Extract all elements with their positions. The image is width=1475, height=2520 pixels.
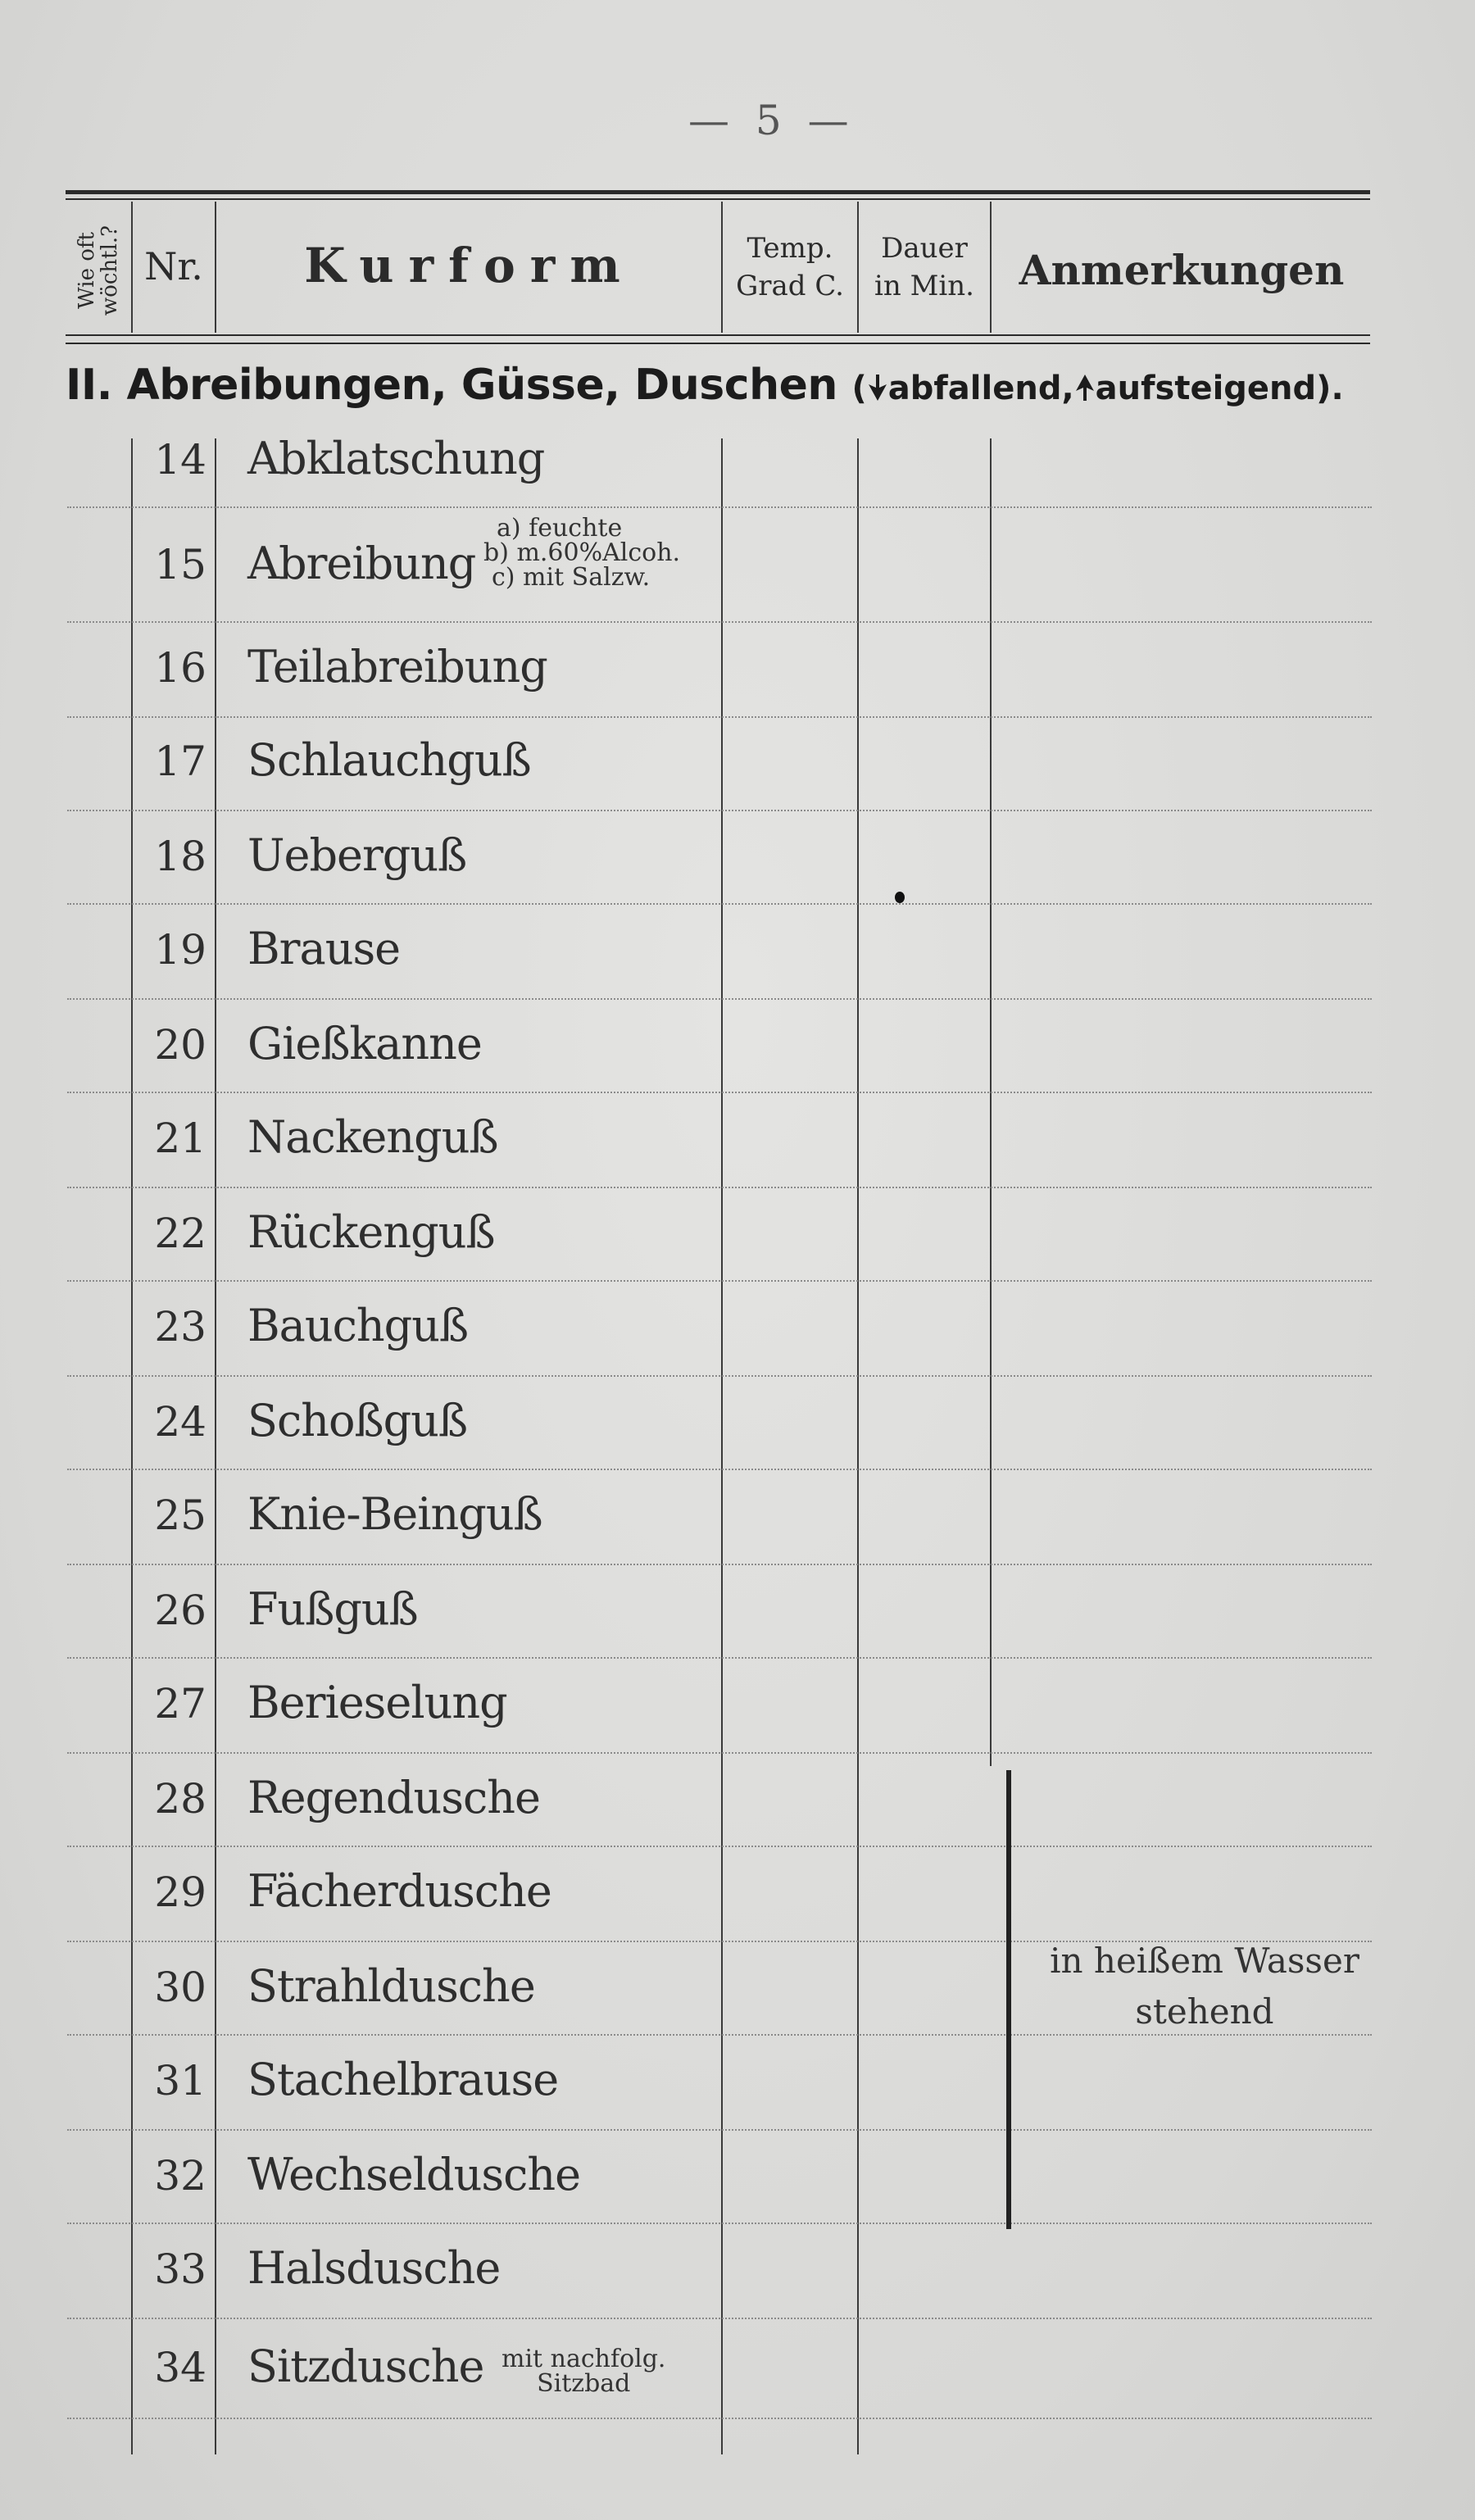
section-legend: ( abfallend, aufsteigend). xyxy=(851,370,1344,407)
row-kurform: Knie-Beinguß xyxy=(247,1488,542,1540)
header-top-rule xyxy=(66,190,1370,194)
row-separator xyxy=(67,1846,1372,1847)
header-top-rule-thin xyxy=(66,198,1370,200)
column-divider xyxy=(721,438,723,2454)
brace-note: in heißem Wasser stehend xyxy=(1050,1941,1359,2032)
row-kurform: Strahldusche xyxy=(247,1960,535,2012)
row-kurform: Fußguß xyxy=(247,1583,418,1635)
column-divider xyxy=(990,438,992,1766)
row-number: 26 xyxy=(154,1587,206,1634)
row-number: 31 xyxy=(154,2057,206,2105)
row-kurform: Berieselung xyxy=(247,1677,507,1728)
row-separator xyxy=(67,903,1372,905)
row-separator xyxy=(67,1657,1372,1659)
row-number: 17 xyxy=(154,738,206,785)
row-number: 34 xyxy=(154,2344,206,2391)
row-kurform: Fächerdusche xyxy=(247,1865,551,1917)
row-kurform: Teilabreibung xyxy=(247,641,547,692)
section-heading xyxy=(66,361,1344,410)
row-separator xyxy=(67,1375,1372,1377)
row-number: 28 xyxy=(154,1775,206,1823)
header-col-temp: Temp. Grad C. xyxy=(736,232,844,302)
row-kurform: Abreibung xyxy=(247,538,476,589)
arrow-up-icon xyxy=(1074,373,1096,402)
header-col-kurform: Kurform xyxy=(304,238,635,293)
column-divider xyxy=(215,438,216,2454)
row-separator xyxy=(67,810,1372,811)
row-separator xyxy=(67,506,1372,508)
row-kurform: Schoßguß xyxy=(247,1395,468,1446)
row-number: 21 xyxy=(154,1115,206,1162)
row-number: 25 xyxy=(154,1492,206,1539)
row-separator xyxy=(67,1187,1372,1188)
header-divider xyxy=(857,202,859,333)
row-kurform: Brause xyxy=(247,923,401,974)
page-number: — 5 — xyxy=(688,97,856,144)
row-separator xyxy=(67,1469,1372,1470)
row-kurform: Wechseldusche xyxy=(247,2149,581,2200)
row-kurform: Rückenguß xyxy=(247,1206,495,1258)
row-number: 18 xyxy=(154,833,206,880)
header-col-dauer: Dauer in Min. xyxy=(874,232,974,302)
row-kurform: Abklatschung xyxy=(247,433,545,484)
header-col-frequency: Wie oft wöchtl.? xyxy=(75,225,122,316)
row-kurform: Ueberguß xyxy=(247,829,467,881)
header-divider xyxy=(990,202,992,333)
row-kurform: Stachelbrause xyxy=(247,2054,559,2105)
row-separator xyxy=(67,1752,1372,1754)
row-separator xyxy=(67,2318,1372,2319)
row-kurform: Halsdusche xyxy=(247,2242,501,2294)
row-number: 16 xyxy=(154,644,206,692)
header-divider xyxy=(215,202,216,333)
column-divider xyxy=(857,438,859,2454)
row-number: 29 xyxy=(154,1868,206,1916)
row-number: 22 xyxy=(154,1210,206,1257)
row-number: 23 xyxy=(154,1303,206,1351)
row-separator xyxy=(67,2129,1372,2131)
row-separator xyxy=(67,621,1372,623)
brace-bracket xyxy=(1006,1770,1011,2229)
row-separator xyxy=(67,2418,1372,2419)
header-bottom-rule xyxy=(66,334,1370,336)
row-number: 20 xyxy=(154,1021,206,1069)
row-kurform: Schlauchguß xyxy=(247,734,531,786)
row-kurform: Bauchguß xyxy=(247,1300,469,1351)
row-number: 33 xyxy=(154,2245,206,2293)
header-bottom-rule-thin xyxy=(66,343,1370,344)
ink-speck xyxy=(895,892,905,903)
row-number: 19 xyxy=(154,926,206,974)
row-number: 24 xyxy=(154,1398,206,1446)
row-sub-note: mit nachfolg. Sitzbad xyxy=(502,2345,666,2398)
header-col-nr: Nr. xyxy=(144,244,203,288)
row-number: 30 xyxy=(154,1964,206,2011)
row-separator xyxy=(67,1092,1372,1093)
row-number: 32 xyxy=(154,2152,206,2200)
row-separator xyxy=(67,1280,1372,1282)
row-number: 15 xyxy=(154,541,206,588)
row-sub-options: a) feuchte b) m.60%Alcoh. c) mit Salzw. xyxy=(483,514,681,592)
row-number: 27 xyxy=(154,1680,206,1728)
row-separator xyxy=(67,998,1372,1000)
row-separator xyxy=(67,2223,1372,2224)
header-divider xyxy=(131,202,133,333)
header-col-anmerkungen: Anmerkungen xyxy=(1019,246,1345,294)
row-kurform: Gießkanne xyxy=(247,1018,482,1069)
row-separator xyxy=(67,1564,1372,1565)
section-title: II. Abreibungen, Güsse, Duschen xyxy=(66,361,837,410)
row-separator xyxy=(67,716,1372,718)
row-number: 14 xyxy=(154,436,206,484)
row-kurform: Nackenguß xyxy=(247,1111,498,1163)
arrow-down-icon xyxy=(867,373,888,402)
row-kurform: Regendusche xyxy=(247,1772,540,1823)
row-kurform: Sitzdusche xyxy=(247,2341,484,2392)
header-divider xyxy=(721,202,723,333)
